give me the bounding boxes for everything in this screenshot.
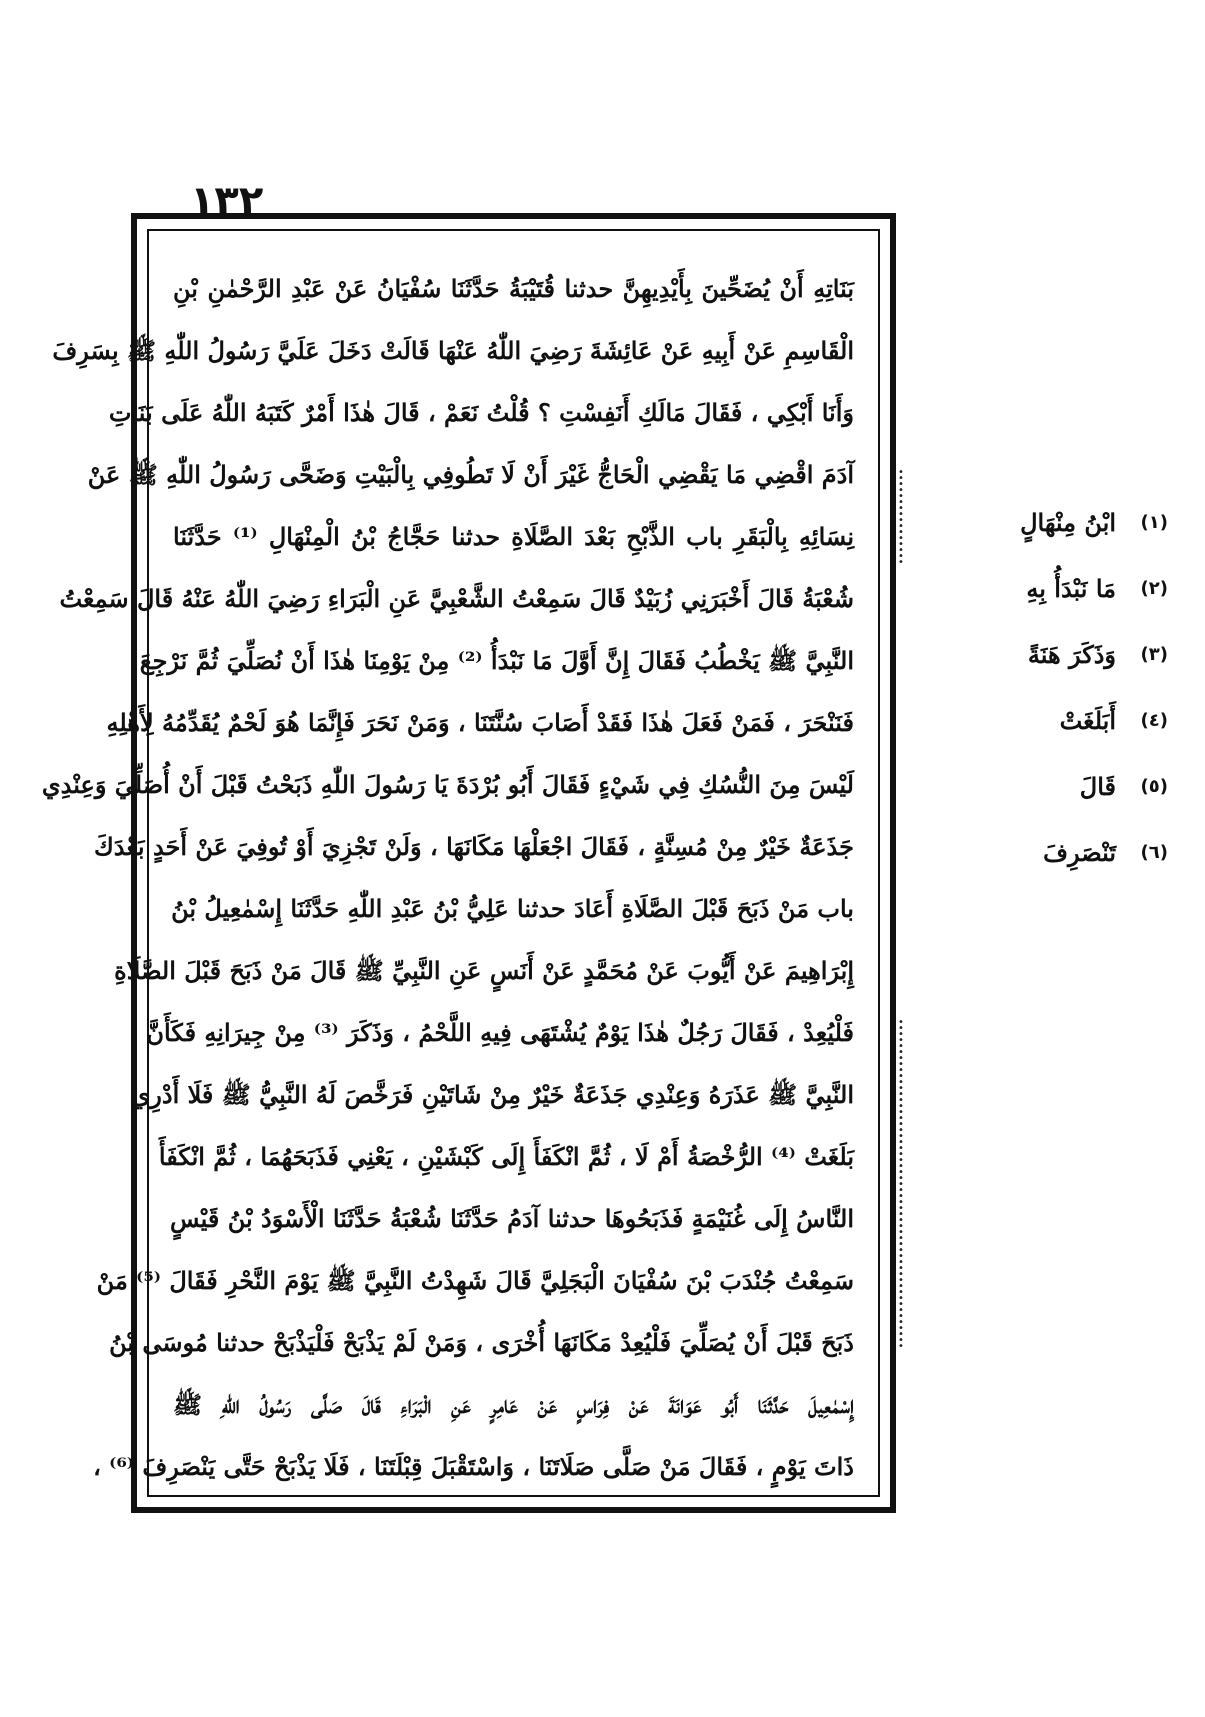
text-line: جَذَعَةٌ خَيْرٌ مِنْ مُسِنَّةٍ ، فَقَالَ اجْعَلْهَا مَكَانَهَا ، وَلَنْ تَجْزِيَ أَوْ تُوفِيَ عَنْ أَحَدٍ بَعْدَكَ	[93, 832, 854, 861]
footnote-number: (٢)	[1140, 577, 1168, 599]
footnote-text: ابْنُ مِنْهَالٍ	[1020, 507, 1116, 537]
text-line: سَمِعْتُ جُنْدَبَ بْنَ سُفْيَانَ الْبَجَلِيَّ قَالَ شَهِدْتُ النَّبِيَّ ﷺ يَوْمَ النَّحْرِ فَقَالَ ⁽⁵⁾ مَنْ	[96, 1266, 854, 1295]
text-line: فَلْيُعِدْ ، فَقَالَ رَجُلٌ هٰذَا يَوْمٌ يُشْتَهَى فِيهِ اللَّحْمُ ، وَذَكَرَ ⁽³⁾ مِنْ جِيرَانِهِ فَكَأَنَّ	[146, 1018, 854, 1047]
footnote-number: (٣)	[1140, 643, 1168, 665]
margin-dots-top: ••••••••••••••••	[898, 467, 904, 568]
footnote-item	[918, 637, 1168, 671]
text-line: بَلَغَتْ ⁽⁴⁾ الرُّخْصَةُ أَمْ لَا ، ثُمَّ انْكَفَأَ إِلَى كَبْشَيْنِ ، يَعْنِي فَذَبَحَهُمَا ، ثُمَّ انْكَفَأَ	[158, 1142, 854, 1171]
text-line: لَيْسَ مِنَ النُّسُكِ فِي شَيْءٍ فَقَالَ أَبُو بُرْدَةَ يَا رَسُولَ اللّٰهِ ذَبَحْتُ قَبْلَ أَنْ أُصَلِّيَ وَعِنْدِي	[41, 770, 854, 799]
text-line: فَنَنْحَرَ ، فَمَنْ فَعَلَ هٰذَا فَقَدْ أَصَابَ سُنَّتَنَا ، وَمَنْ نَحَرَ فَإِنَّمَا هُوَ لَحْمٌ يُقَدِّمُهُ لِأَهْلِهِ	[106, 708, 854, 737]
text-line: ذَبَحَ قَبْلَ أَنْ يُصَلِّيَ فَلْيُعِدْ مَكَانَهَا أُخْرَى ، وَمَنْ لَمْ يَذْبَحْ فَلْيَذْبَحْ حدثنا مُوسَى بْنُ	[109, 1328, 854, 1357]
footnote-text: تَنْصَرِفَ	[1043, 837, 1116, 867]
text-line: نِسَائِهِ بِالْبَقَرِ باب الذَّبْحِ بَعْدَ الصَّلَاةِ حدثنا حَجَّاجُ بْنُ الْمِنْهَالِ ⁽¹⁾ حَدَّثَنَا	[173, 522, 855, 551]
margin-dots-bottom: •••••••••••••••••••••••••••••••••••••••••••••••••••••••	[898, 1017, 904, 1352]
text-line: النَّبِيَّ ﷺ يَخْطُبُ فَقَالَ إِنَّ أَوَّلَ مَا نَبْدَأُ ⁽²⁾ مِنْ يَوْمِنَا هٰذَا أَنْ نُصَلِّيَ ثُمَّ نَرْجِعَ	[139, 646, 854, 675]
footnote-item	[918, 703, 1168, 737]
footnote-item	[918, 505, 1168, 539]
text-line: النَّبِيَّ ﷺ عَذَرَهُ وَعِنْدِي جَذَعَةٌ خَيْرٌ مِنْ شَاتَيْنِ فَرَخَّصَ لَهُ النَّبِيُّ ﷺ فَلَا أَدْرِي	[131, 1080, 854, 1109]
text-frame	[41, 213, 896, 1513]
footnote-text: مَا نَبْدَأُ بِهِ	[1026, 573, 1116, 603]
footnote-number: (٦)	[1140, 841, 1168, 863]
text-line: شُعْبَةُ قَالَ أَخْبَرَنِي زُبَيْدٌ قَالَ سَمِعْتُ الشَّعْبِيَّ عَنِ الْبَرَاءِ رَضِيَ اللّٰهُ عَنْهُ قَالَ سَمِعْتُ	[59, 584, 854, 613]
footnote-number: (٥)	[1140, 775, 1168, 797]
text-line: إِسْمٰعِيلَ حَدَّثَنَا أَبُو عَوَانَةَ عَنْ فِرَاسٍ عَنْ عَامِرٍ عَنِ الْبَرَاءِ قَالَ صَلَّى رَسُولُ اللّٰهِ ﷺ	[173, 1390, 854, 1419]
text-line: النَّاسُ إِلَى غُنَيْمَةٍ فَذَبَحُوهَا حدثنا آدَمُ حَدَّثَنَا شُعْبَةُ حَدَّثَنَا الْأَسْوَدُ بْنُ قَيْسٍ	[170, 1204, 854, 1233]
page-number: ١٣٢	[190, 178, 264, 224]
text-frame-inner	[41, 229, 880, 1497]
footnote-item	[918, 835, 1168, 869]
footnote-number: (٤)	[1140, 709, 1168, 731]
text-line: باب مَنْ ذَبَحَ قَبْلَ الصَّلَاةِ أَعَادَ حدثنا عَلِيُّ بْنُ عَبْدِ اللّٰهِ حَدَّثَنَا إِسْمٰعِيلُ بْنُ	[171, 894, 854, 923]
footnote-text: أَبَلَغَتْ	[1059, 705, 1116, 735]
main-text	[41, 259, 855, 1481]
text-line: وَأَنَا أَبْكِي ، فَقَالَ مَالَكِ أَنَفِسْتِ ؟ قُلْتُ نَعَمْ ، قَالَ هٰذَا أَمْرٌ كَتَبَهُ اللّٰهُ عَلَى بَنَاتِ	[108, 398, 854, 427]
text-line: الْقَاسِمِ عَنْ أَبِيهِ عَنْ عَائِشَةَ رَضِيَ اللّٰهُ عَنْهَا قَالَتْ دَخَلَ عَلَيَّ رَسُولُ اللّٰهِ ﷺ بِسَرِفَ	[52, 336, 854, 365]
footnote-text: قَالَ	[1079, 771, 1116, 801]
text-line: آدَمَ اقْضِي مَا يَقْضِي الْحَاجُّ غَيْرَ أَنْ لَا تَطُوفِي بِالْبَيْتِ وَضَحَّى رَسُولُ اللّٰهِ ﷺ عَنْ	[87, 460, 854, 489]
text-line: إِبْرَاهِيمَ عَنْ أَيُّوبَ عَنْ مُحَمَّدٍ عَنْ أَنَسٍ عَنِ النَّبِيِّ ﷺ قَالَ مَنْ ذَبَحَ قَبْلَ الصَّلَاةِ	[114, 956, 854, 985]
footnote-number: (١)	[1140, 511, 1168, 533]
footnote-item	[918, 769, 1168, 803]
footnote-text: وَذَكَرَ هَنَةً	[1027, 639, 1116, 669]
text-line: بَنَاتِهِ أَنْ يُضَحِّينَ بِأَيْدِيهِنَّ حدثنا قُتَيْبَةُ حَدَّثَنَا سُفْيَانُ عَنْ عَبْدِ الرَّحْمٰنِ بْنِ	[173, 274, 854, 303]
text-line: ذَاتَ يَوْمٍ ، فَقَالَ مَنْ صَلَّى صَلَاتَنَا ، وَاسْتَقْبَلَ قِبْلَتَنَا ، فَلَا يَذْبَحْ حَتَّى يَنْصَرِفَ ⁽⁶⁾ ،	[93, 1452, 854, 1481]
footnote-item	[918, 571, 1168, 605]
